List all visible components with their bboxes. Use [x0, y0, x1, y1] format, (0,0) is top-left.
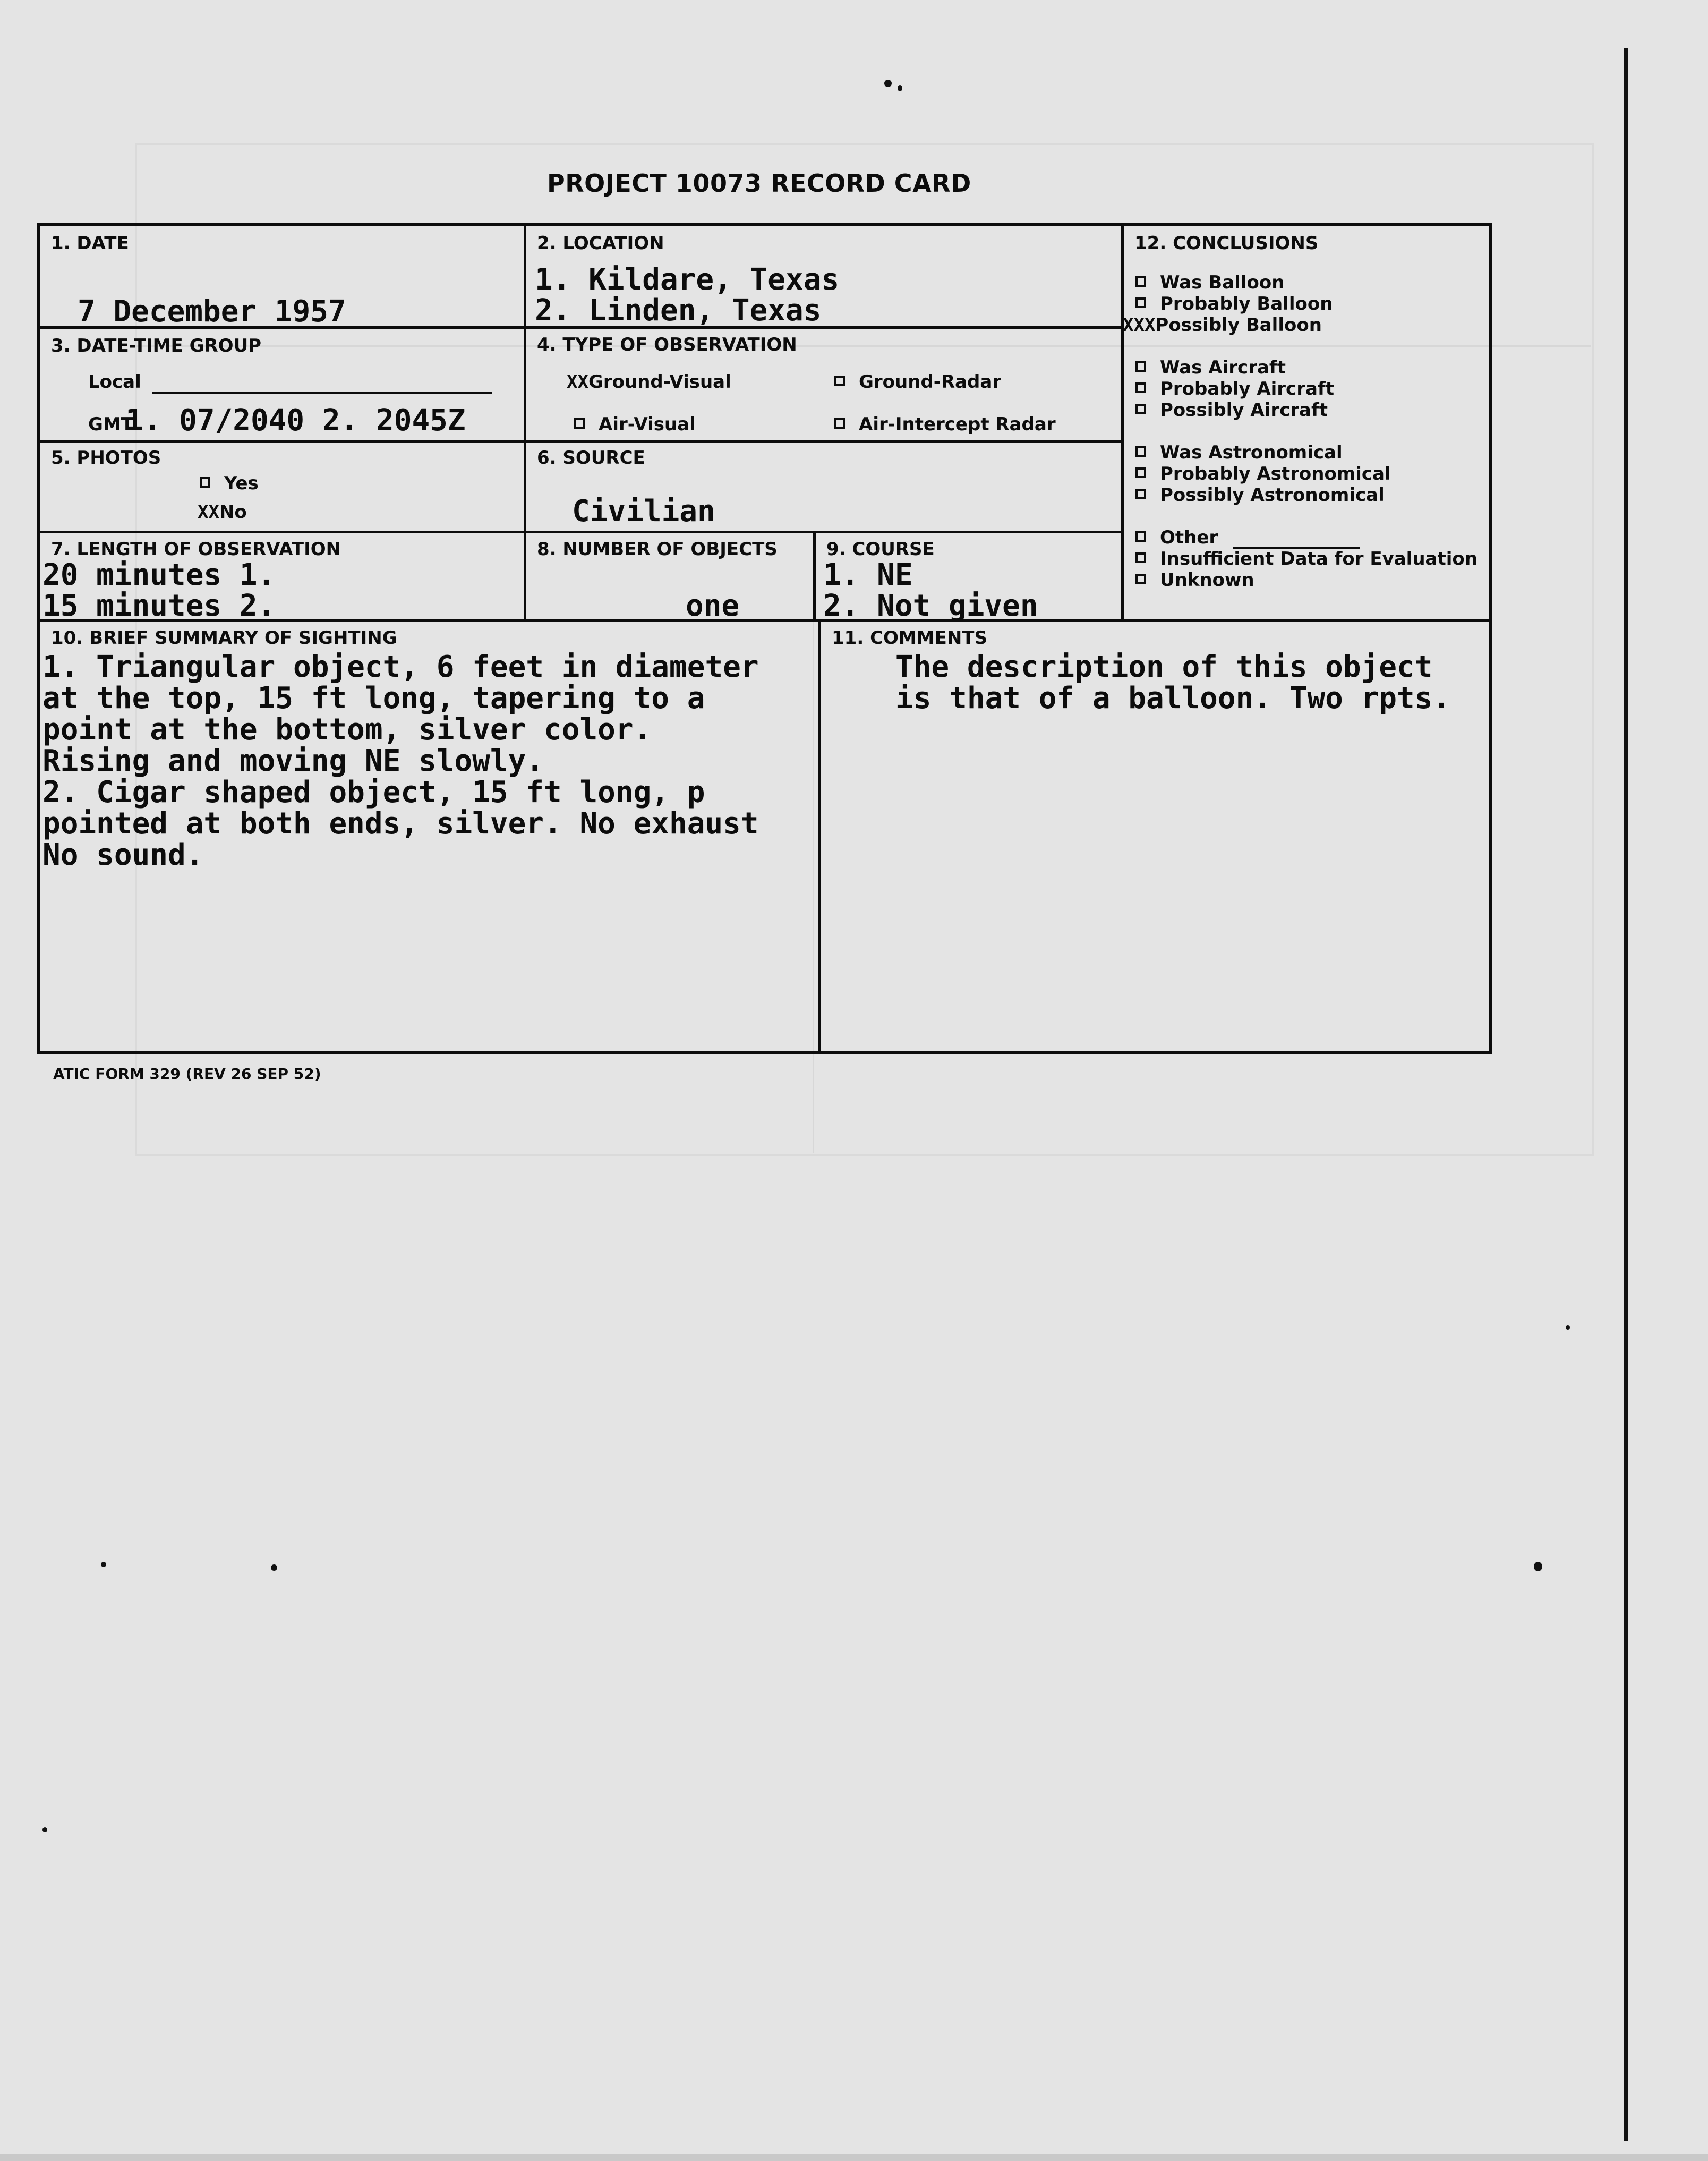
checkbox — [1135, 404, 1146, 414]
checkbox — [574, 418, 585, 429]
scan-speck — [101, 1562, 106, 1567]
record-card — [37, 223, 1492, 1054]
length-line-1: 20 minutes 1. — [42, 558, 276, 592]
summary-line: point at the bottom, silver color. — [42, 712, 652, 747]
length-of-observation-label: 7. LENGTH OF OBSERVATION — [51, 539, 341, 560]
form-footer: ATIC FORM 329 (REV 26 SEP 52) — [53, 1065, 321, 1083]
was-astronomical-option: Was Astronomical — [1135, 442, 1343, 463]
insufficient-data-option: Insufficient Data for Evaluation — [1135, 548, 1478, 569]
summary-line: at the top, 15 ft long, tapering to a — [42, 681, 705, 716]
comments-label: 11. COMMENTS — [832, 627, 987, 649]
possibly-astronomical-option: Possibly Astronomical — [1135, 484, 1385, 506]
location-label: 2. LOCATION — [537, 233, 664, 254]
checkbox — [1135, 552, 1146, 563]
number-of-objects-value: one — [686, 589, 740, 623]
checkbox-mark: XX — [567, 371, 588, 393]
scan-speck — [271, 1564, 277, 1571]
source-cell — [524, 440, 1121, 531]
checkbox — [1135, 531, 1146, 542]
checkbox — [1135, 276, 1146, 287]
scan-page-edge — [1624, 48, 1628, 2141]
date-time-group-label: 3. DATE-TIME GROUP — [51, 335, 262, 356]
summary-line: Rising and moving NE slowly. — [42, 744, 544, 778]
length-line-2: 15 minutes 2. — [42, 589, 276, 623]
unknown-option: Unknown — [1135, 569, 1254, 591]
gmt-value: 1. 07/2040 2. 2045Z — [125, 403, 466, 438]
course-line-2: 2. Not given — [823, 589, 1038, 623]
comments-line: is that of a balloon. Two rpts. — [895, 681, 1451, 716]
checkbox — [1135, 297, 1146, 308]
gmt-label: GMT — [88, 414, 133, 435]
checkbox — [1135, 361, 1146, 372]
checkbox — [1135, 382, 1146, 393]
scan-speck — [898, 85, 902, 91]
checkbox — [200, 477, 210, 488]
air-visual-option: Air-Visual — [574, 414, 696, 435]
photos-label: 5. PHOTOS — [51, 447, 161, 469]
summary-line: No sound. — [42, 838, 204, 872]
checkbox-mark: XX — [198, 501, 219, 523]
air-intercept-radar-option: Air-Intercept Radar — [834, 414, 1056, 435]
date-label: 1. DATE — [51, 233, 129, 254]
comments-line: The description of this object — [895, 650, 1433, 684]
possibly-aircraft-option: Possibly Aircraft — [1135, 399, 1328, 421]
scan-speck — [42, 1827, 47, 1832]
length-of-observation-cell — [40, 531, 524, 623]
summary-line: 2. Cigar shaped object, 15 ft long, p — [42, 775, 705, 810]
scan-speck — [1566, 1325, 1570, 1330]
number-of-objects-cell — [524, 531, 813, 623]
checkbox — [1135, 446, 1146, 457]
was-balloon-option: Was Balloon — [1135, 272, 1284, 293]
ground-radar-option: Ground-Radar — [834, 371, 1001, 393]
local-blank-line — [152, 392, 492, 394]
source-value: Civilian — [572, 494, 715, 529]
location-cell — [524, 226, 1121, 326]
checkbox-mark: XXX — [1123, 314, 1156, 336]
probably-balloon-option: Probably Balloon — [1135, 293, 1333, 314]
other-option: Other — [1135, 527, 1218, 548]
course-cell — [813, 531, 1121, 623]
checkbox — [1135, 574, 1146, 584]
photos-no-option: XXNo — [198, 501, 247, 523]
type-of-observation-label: 4. TYPE OF OBSERVATION — [537, 334, 797, 355]
source-label: 6. SOURCE — [537, 447, 645, 469]
location-line-1: 1. Kildare, Texas — [535, 262, 840, 297]
possibly-balloon-option: XXXPossibly Balloon — [1123, 314, 1322, 336]
checkbox — [834, 418, 845, 429]
checkbox — [1135, 489, 1146, 499]
conclusions-cell — [1121, 226, 1489, 619]
date-time-group-cell — [40, 326, 524, 440]
summary-cell — [40, 619, 818, 1051]
date-value: 7 December 1957 — [78, 294, 346, 329]
probably-astronomical-option: Probably Astronomical — [1135, 463, 1391, 484]
was-aircraft-option: Was Aircraft — [1135, 357, 1286, 378]
type-of-observation-cell — [524, 326, 1121, 440]
number-of-objects-label: 8. NUMBER OF OBJECTS — [537, 539, 778, 560]
location-line-2: 2. Linden, Texas — [535, 293, 822, 328]
checkbox — [834, 376, 845, 386]
local-label: Local — [88, 371, 141, 393]
checkbox — [1135, 467, 1146, 478]
scan-speck — [884, 80, 892, 87]
form-title: PROJECT 10073 RECORD CARD — [547, 169, 971, 198]
summary-line: pointed at both ends, silver. No exhaust — [42, 806, 759, 841]
probably-aircraft-option: Probably Aircraft — [1135, 378, 1334, 399]
ground-visual-option: XXGround-Visual — [567, 371, 731, 393]
date-cell — [40, 226, 524, 329]
photos-cell — [40, 440, 524, 531]
summary-label: 10. BRIEF SUMMARY OF SIGHTING — [51, 627, 397, 649]
course-line-1: 1. NE — [823, 558, 913, 592]
conclusions-label: 12. CONCLUSIONS — [1134, 233, 1319, 254]
summary-line: 1. Triangular object, 6 feet in diameter — [42, 650, 759, 684]
scan-bottom-edge — [0, 2154, 1708, 2161]
course-label: 9. COURSE — [826, 539, 935, 560]
comments-cell — [818, 619, 1489, 1051]
photos-yes-option: Yes — [200, 473, 259, 494]
scan-speck — [1534, 1562, 1542, 1571]
